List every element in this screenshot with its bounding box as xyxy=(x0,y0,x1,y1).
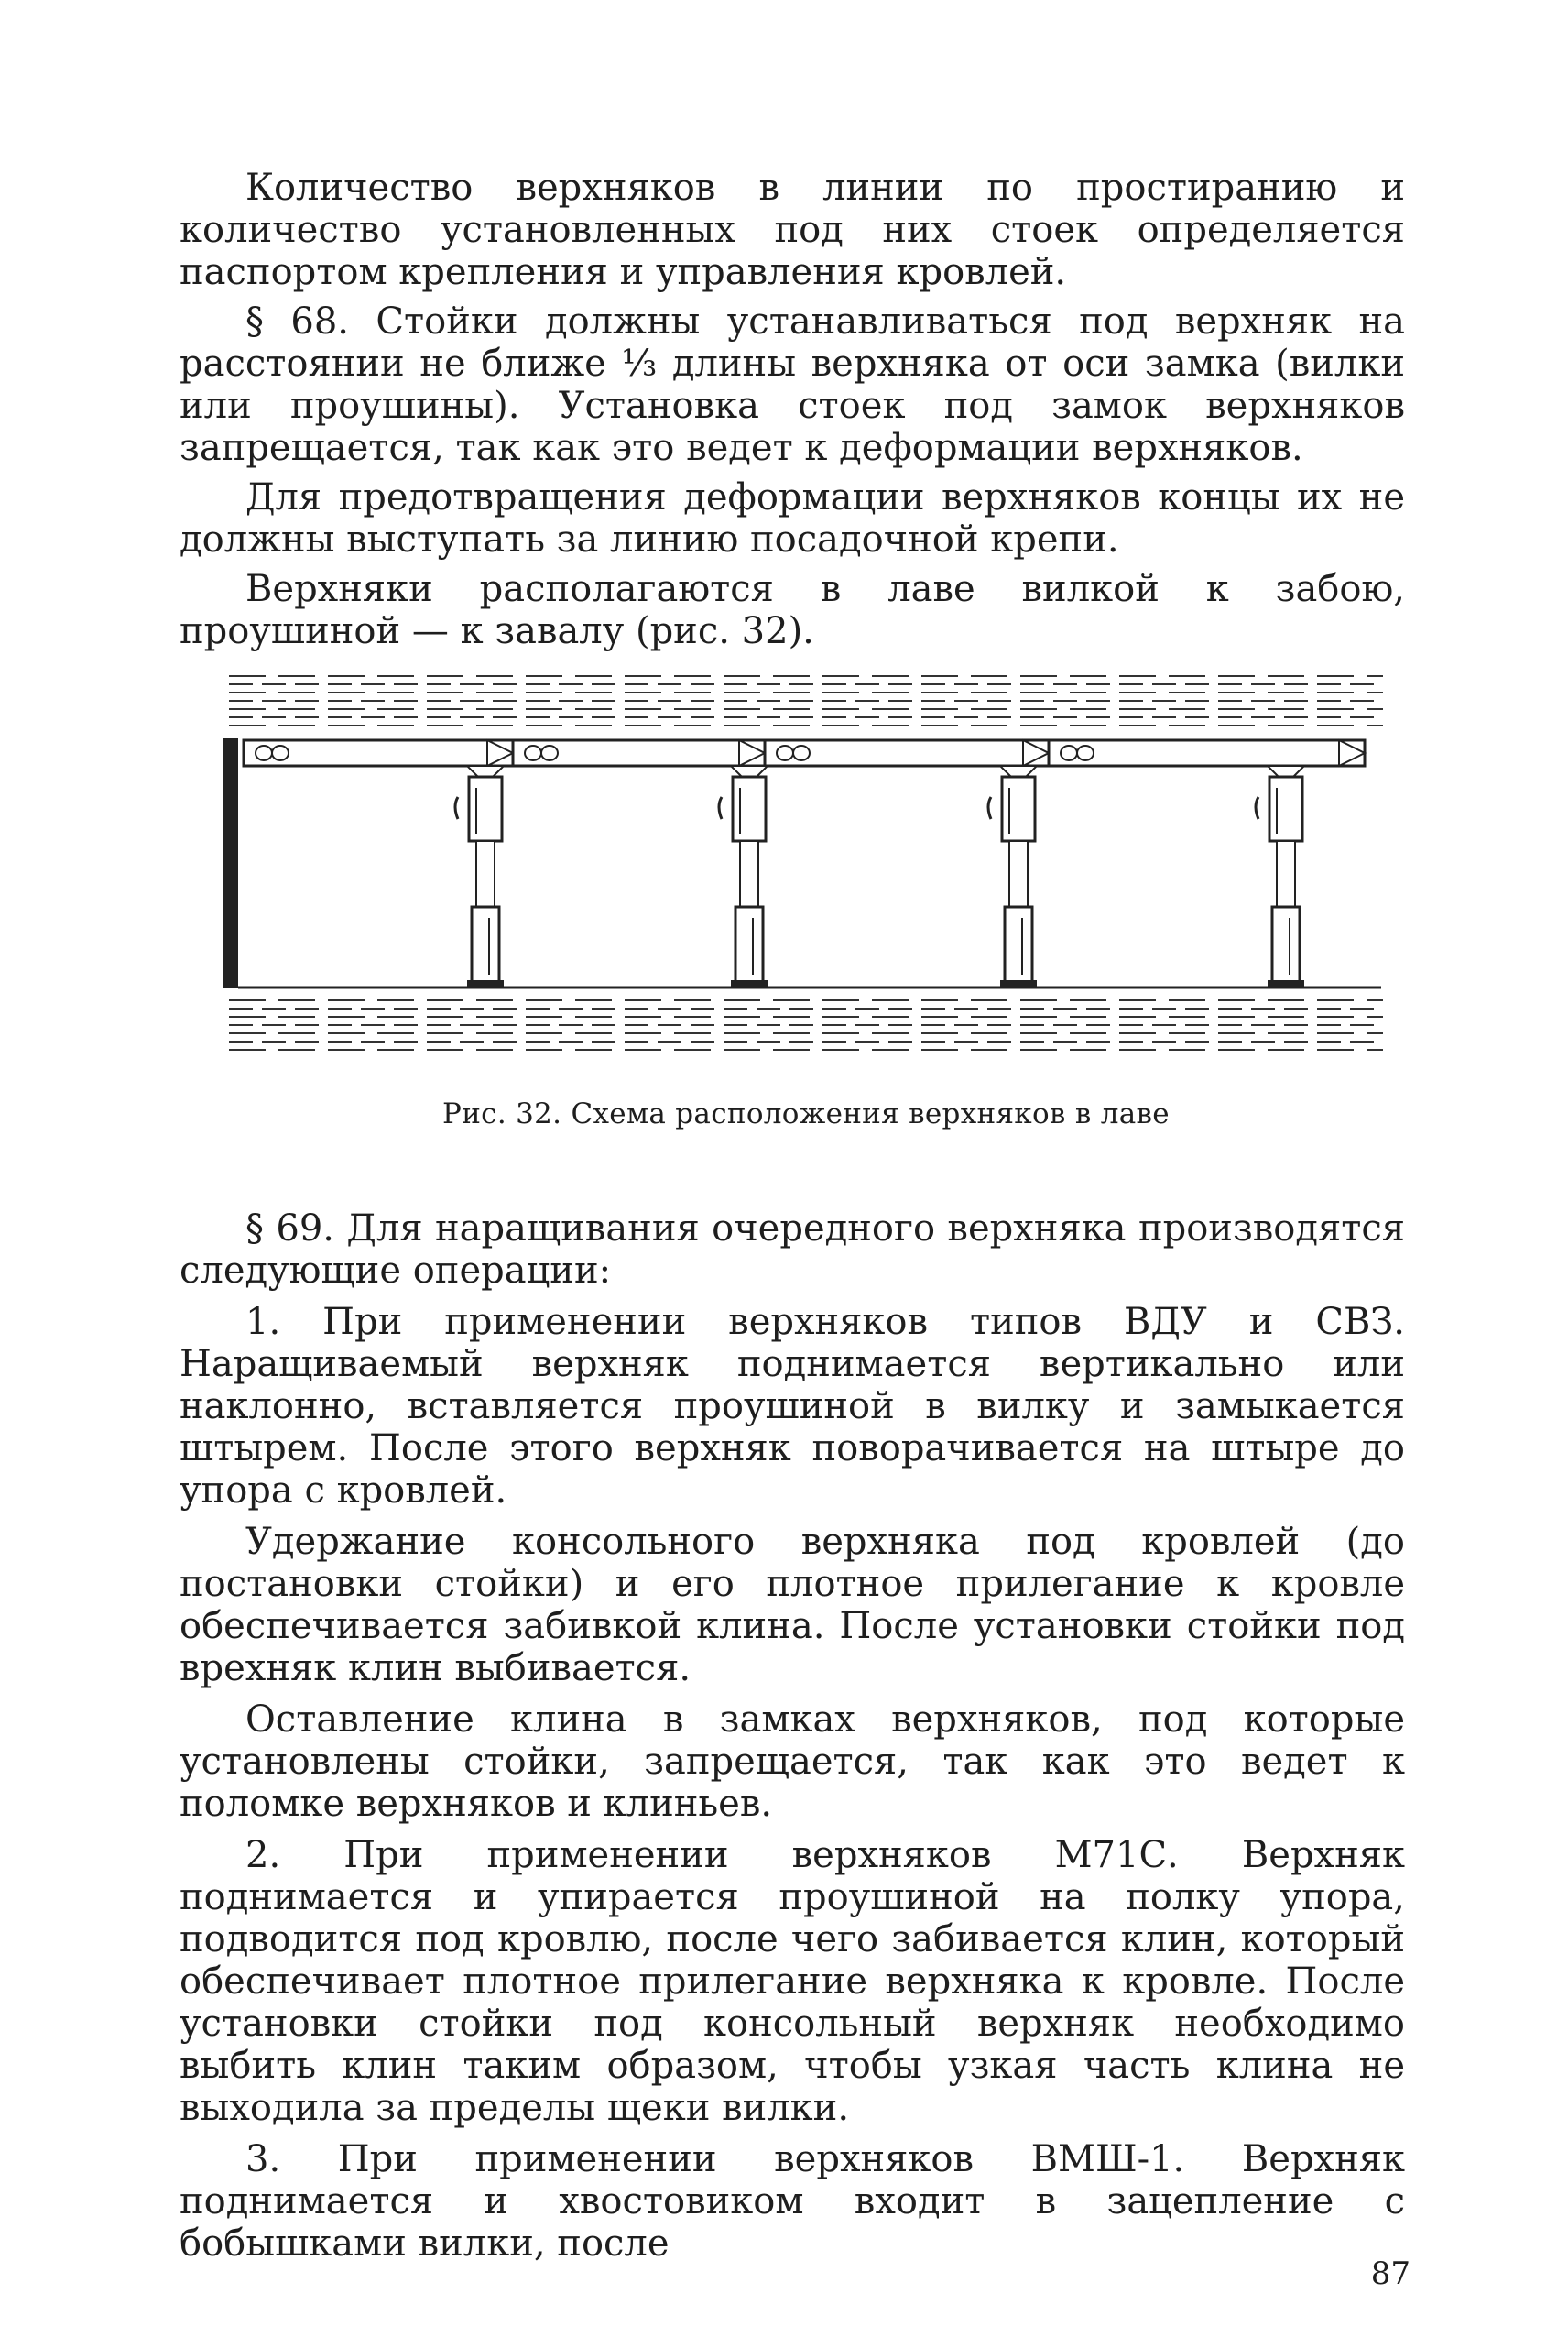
prop-upper-cylinder xyxy=(1269,777,1302,841)
roof-bar xyxy=(513,740,765,766)
prop-base xyxy=(467,980,504,988)
prop xyxy=(1256,766,1304,988)
prop-piston xyxy=(1009,841,1028,907)
prop xyxy=(988,766,1037,988)
prop-handle xyxy=(719,797,722,819)
page-number: 87 xyxy=(1370,2255,1410,2292)
props xyxy=(455,766,1304,988)
prop-upper-cylinder xyxy=(733,777,766,841)
prop-lower-cylinder xyxy=(735,907,763,982)
text-block-top xyxy=(180,167,1405,652)
text-block-bottom xyxy=(180,1207,1405,2265)
prop-head xyxy=(467,766,504,777)
paragraph-support-count: Количество верхняков в линии по простиранию и количество установленных под них стоек определяется паспортом крепления и управления кровлей. xyxy=(180,167,1405,293)
roof-hatching xyxy=(229,676,1383,726)
paragraph-step-2: 2. При применении верхняков М71С. Верхняк поднимается и упирается проушиной на полку упора, подводится под кровлю, после чего забивается клин, который обеспечивает плотное прилегание верхняка к кровле. После установки стойки под консольный верхняк необходимо выбить клин таким образом, чтобы узкая часть клина не выходила за пределы щеки вилки. xyxy=(180,1834,1405,2129)
prop-base xyxy=(1268,980,1304,988)
figure-32 xyxy=(211,660,1401,1154)
roof-bar-scheme xyxy=(211,660,1401,1090)
prop-upper-cylinder xyxy=(1002,777,1035,841)
paragraph-deformation: Для предотвращения деформации верхняков концы их не должны выступать за линию посадочной крепи. xyxy=(180,476,1405,561)
prop-piston xyxy=(476,841,495,907)
prop-handle xyxy=(988,797,991,819)
paragraph-step-3: 3. При применении верхняков ВМШ-1. Верхняк поднимается и хвостовиком входит в зацепление с бобышками вилки, после xyxy=(180,2138,1405,2265)
figure-caption: Рис. 32. Схема расположения верхняков в лаве xyxy=(442,1097,1170,1130)
prop-base xyxy=(1000,980,1037,988)
prop xyxy=(455,766,504,988)
face-wall xyxy=(223,738,238,988)
prop-handle xyxy=(1256,797,1258,819)
roof-bar xyxy=(1049,740,1365,766)
prop-handle xyxy=(455,797,458,819)
prop xyxy=(719,766,768,988)
paragraph-cantilever: Удержание консольного верхняка под кровлей (до постановки стойки) и его плотное прилегание к кровле обеспечивается забивкой клина. После установки стойки под врехняк клин выбивается. xyxy=(180,1521,1405,1689)
paragraph-section-68: § 68. Стойки должны устанавливаться под верхняк на расстоянии не ближе ⅓ длины верхняка от оси замка (вилки или проушины). Установка стоек под замок верхняков запрещается, так как это ведет к деформации верхняков. xyxy=(180,300,1405,469)
roof-bar xyxy=(244,740,513,766)
floor-hatching xyxy=(229,1000,1383,1050)
roof-bar xyxy=(765,740,1049,766)
paragraph-wedge: Оставление клина в замках верхняков, под которые установлены стойки, запрещается, так как это ведет к поломке верхняков и клиньев. xyxy=(180,1698,1405,1825)
prop-piston xyxy=(740,841,758,907)
prop-piston xyxy=(1277,841,1295,907)
roof-bars xyxy=(244,740,1365,766)
prop-base xyxy=(731,980,768,988)
prop-upper-cylinder xyxy=(469,777,502,841)
paragraph-placement: Верхняки располагаются в лаве вилкой к забою, проушиной — к завалу (рис. 32). xyxy=(180,568,1405,652)
prop-head xyxy=(1268,766,1304,777)
paragraph-section-69: § 69. Для наращивания очередного верхняка производятся следующие операции: xyxy=(180,1207,1405,1292)
prop-head xyxy=(1000,766,1037,777)
prop-head xyxy=(731,766,768,777)
paragraph-step-1: 1. При применении верхняков типов ВДУ и СВЗ. Наращиваемый верхняк поднимается вертикально или наклонно, вставляется проушиной в вилку и замыкается штырем. После этого верхняк поворачивается на штыре до упора с кровлей. xyxy=(180,1301,1405,1512)
prop-lower-cylinder xyxy=(1005,907,1032,982)
prop-lower-cylinder xyxy=(1272,907,1300,982)
prop-lower-cylinder xyxy=(472,907,499,982)
